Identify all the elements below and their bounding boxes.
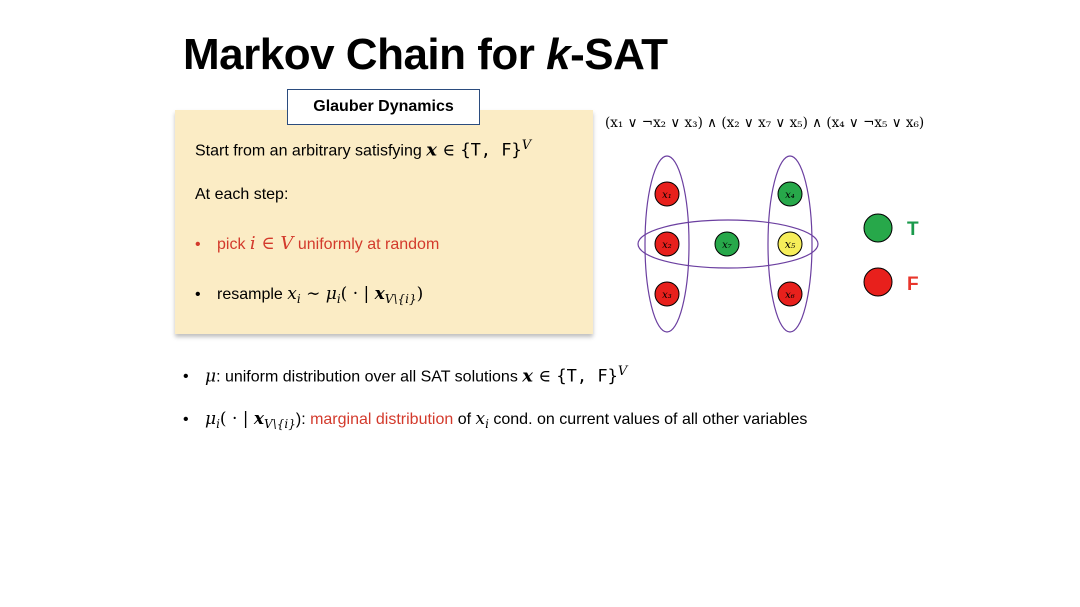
note-mu-i (183, 409, 807, 431)
resample-xv: x (374, 284, 385, 304)
bullet-dot: • (183, 411, 189, 428)
resample-sim: ∼ (300, 284, 326, 304)
pick-post: uniformly at random (293, 236, 440, 253)
note2-x: x (475, 409, 486, 429)
note2-marginal: marginal distribution (310, 411, 454, 428)
start-in: ∈ (436, 140, 461, 161)
title-suffix: -SAT (570, 30, 668, 79)
note1-in: ∈ (533, 366, 557, 387)
resample-close: ) (416, 284, 424, 304)
bullet-dot: • (195, 286, 201, 303)
node-label: x₁ (662, 190, 672, 201)
node-x1 (655, 182, 679, 206)
clause-3: (x₄ ∨ ¬x₅ ∨ x₆) (826, 115, 925, 131)
note1-sup: V (617, 364, 628, 379)
node-x3 (655, 282, 679, 306)
legend-false-label: F (907, 274, 919, 295)
resample-x: x (287, 284, 297, 304)
node-label: x₃ (662, 290, 672, 301)
note2-mu: μ (205, 409, 217, 429)
resample-pre: resample (217, 286, 288, 303)
note-mu (183, 364, 627, 386)
start-set: {T, F} (460, 140, 522, 161)
node-label: x₆ (785, 290, 795, 301)
node-label: x₇ (722, 240, 732, 251)
bullet-dot: • (195, 236, 201, 253)
node-label: x₄ (785, 190, 795, 201)
clause-1: (x₁ ∨ ¬x₂ ∨ x₃) (605, 115, 703, 131)
start-x: x (426, 139, 437, 161)
glauber-box-label: Glauber Dynamics (287, 89, 480, 125)
resample-x-sub: i (296, 292, 301, 307)
title-prefix: Markov Chain for (183, 30, 547, 79)
title-k: k (546, 30, 571, 79)
node-label: x₂ (662, 240, 672, 251)
node-label: x₅ (784, 238, 796, 251)
note2-xv: x (253, 409, 265, 429)
and-2: ∧ (807, 115, 827, 131)
resample-mu: μ (325, 284, 337, 304)
legend-false-dot (864, 268, 892, 296)
pick-pre: pick (217, 236, 250, 253)
resample-xv-sub: V\{i} (384, 292, 417, 307)
note2-xv-sub: V\{i} (264, 417, 296, 432)
note1-text: : uniform distribution over all SAT solutions (216, 368, 523, 386)
note1-mu: μ (205, 366, 217, 387)
node-x4 (778, 182, 802, 206)
start-sup: V (521, 138, 532, 153)
note2-close: ): (295, 411, 311, 428)
note2-of: of (453, 411, 476, 428)
node-x2 (655, 232, 679, 256)
start-text: Start from an arbitrary satisfying (195, 142, 427, 160)
note2-open: ( · | (219, 409, 254, 429)
pick-math: i ∈ V (249, 233, 294, 254)
node-x7 (715, 232, 739, 256)
resample-mu-sub: i (336, 292, 341, 307)
box-line-each-step: At each step: (195, 186, 289, 203)
and-1: ∧ (702, 115, 722, 131)
node-x6 (778, 282, 802, 306)
node-x5 (778, 232, 802, 256)
note2-mu-sub: i (216, 417, 220, 432)
note2-x-sub: i (485, 417, 489, 432)
legend-true-dot (864, 214, 892, 242)
clause-2: (x₂ ∨ x₇ ∨ x₅) (721, 115, 808, 131)
resample-open: ( · | (340, 284, 375, 304)
note1-x: x (522, 365, 534, 387)
bullet-dot: • (183, 368, 189, 386)
note2-rest: cond. on current values of all other variables (488, 411, 808, 428)
legend-true-label: T (907, 219, 919, 240)
note1-set: {T, F} (556, 366, 618, 387)
